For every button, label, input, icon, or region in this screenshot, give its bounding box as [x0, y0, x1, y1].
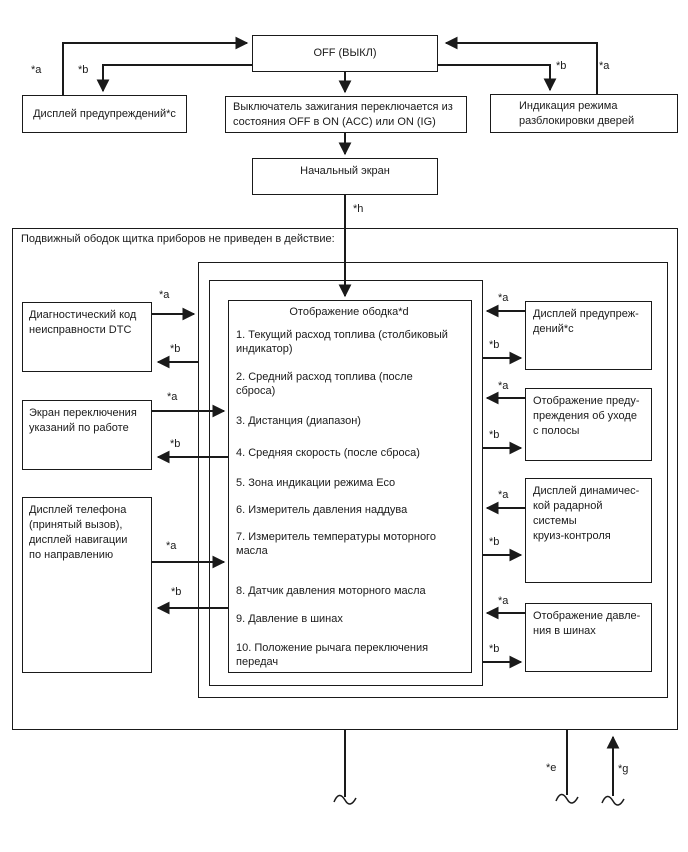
label-h: *h [353, 203, 364, 215]
operation-guide-line-2: указаний по работе [29, 422, 129, 434]
label-a-warning-right: *a [498, 292, 509, 304]
outer-frame-title: Подвижный ободок щитка приборов не приведен в действие: [21, 233, 335, 245]
label-a-top-left: *a [31, 64, 42, 76]
bezel-item-9: 9. Давление в шинах [236, 613, 343, 625]
label-g: *g [618, 763, 629, 775]
phone-line-4: по направлению [29, 549, 114, 561]
arrow-off-to-warning [103, 65, 252, 91]
flow-box-tire-pressure [525, 603, 652, 672]
door-unlock-line-1: Индикация режима [519, 100, 618, 112]
phone-line-3: дисплей навигации [29, 534, 128, 546]
label-b-tire: *b [489, 643, 500, 655]
flow-box-initial-screen [252, 158, 438, 195]
initial-screen-label: Начальный экран [300, 165, 390, 177]
label-a-lane: *a [498, 380, 509, 392]
lane-line-2: преждения об уходе [533, 410, 637, 422]
radar-line-3: круиз-контроля [533, 530, 611, 542]
flow-box-operation-guide [22, 400, 152, 470]
bezel-display-title: Отображение ободка*d [289, 306, 409, 318]
warning-right-line-2: дений*c [533, 323, 574, 335]
flow-box-bezel-display [228, 300, 472, 673]
flow-box-phone-navigation [22, 497, 152, 673]
ignition-line-2: состояния OFF в ON (ACC) или ON (IG) [233, 116, 436, 128]
radar-line-1: Дисплей динамичес- [533, 485, 640, 497]
bezel-item-7: 7. Измеритель температуры моторного масла [236, 531, 436, 557]
label-a-tire: *a [498, 595, 509, 607]
tire-line-2: ния в шинах [533, 625, 596, 637]
lane-line-3: с полосы [533, 425, 580, 437]
label-a-top-right: *a [599, 60, 610, 72]
label-b-top-right: *b [556, 60, 567, 72]
bezel-item-4: 4. Средняя скорость (после сброса) [236, 447, 420, 459]
flow-box-warning-display [22, 95, 187, 133]
label-a-guide: *a [167, 391, 178, 403]
label-e: *e [546, 762, 557, 774]
label-b-lane: *b [489, 429, 500, 441]
flow-box-door-unlock [490, 94, 678, 133]
label-a-radar: *a [498, 489, 509, 501]
ignition-line-1: Выключатель зажигания переключается из [233, 101, 453, 113]
arrow-off-to-door [438, 65, 550, 90]
flow-box-ignition-switch [225, 96, 467, 133]
flow-box-radar-cruise [525, 478, 652, 583]
lane-line-1: Отображение преду- [533, 395, 640, 407]
flow-box-off-label: OFF (ВЫКЛ) [313, 47, 377, 59]
phone-line-2: (принятый вызов), [29, 519, 123, 531]
flow-box-lane-departure [525, 388, 652, 461]
arrow-door-to-off [446, 43, 597, 94]
label-a-phone: *a [166, 540, 177, 552]
label-b-dtc: *b [170, 343, 181, 355]
label-b-top-left: *b [78, 64, 89, 76]
tire-line-1: Отображение давле- [533, 610, 641, 622]
dtc-line-2: неисправности DTC [29, 324, 132, 336]
label-b-warning-right: *b [489, 339, 500, 351]
warning-right-line-1: Дисплей предупреж- [533, 308, 639, 320]
bezel-item-2: 2. Средний расход топлива (после сброса) [236, 371, 413, 397]
bezel-item-6: 6. Измеритель давления наддува [236, 504, 408, 516]
flow-box-off [252, 35, 438, 72]
flow-box-dtc [22, 302, 152, 372]
arrow-warning-to-off [63, 43, 247, 96]
label-b-guide: *b [170, 438, 181, 450]
dtc-line-1: Диагностический код [29, 309, 137, 321]
bezel-item-10: 10. Положение рычага переключения передач [236, 642, 429, 668]
bezel-item-3: 3. Дистанция (диапазон) [236, 415, 361, 427]
flow-box-warning-display-right [525, 301, 652, 370]
door-unlock-line-2: разблокировки дверей [519, 115, 635, 127]
phone-line-1: Дисплей телефона [29, 504, 127, 516]
bezel-item-1: 1. Текущий расход топлива (столбиковый индикатор) [236, 329, 448, 355]
label-b-radar: *b [489, 536, 500, 548]
break-squiggle-e [556, 794, 578, 803]
radar-line-2: кой радарной системы [533, 500, 603, 527]
label-b-phone: *b [171, 586, 182, 598]
flow-box-warning-display-label: Дисплей предупреждений*c [33, 107, 176, 120]
operation-guide-line-1: Экран переключения [29, 407, 137, 419]
label-a-dtc: *a [159, 289, 170, 301]
bezel-item-8: 8. Датчик давления моторного масла [236, 585, 426, 597]
break-squiggle-g [602, 796, 624, 805]
break-squiggle-center [334, 795, 356, 804]
bezel-item-5: 5. Зона индикации режима Eco [236, 477, 396, 489]
